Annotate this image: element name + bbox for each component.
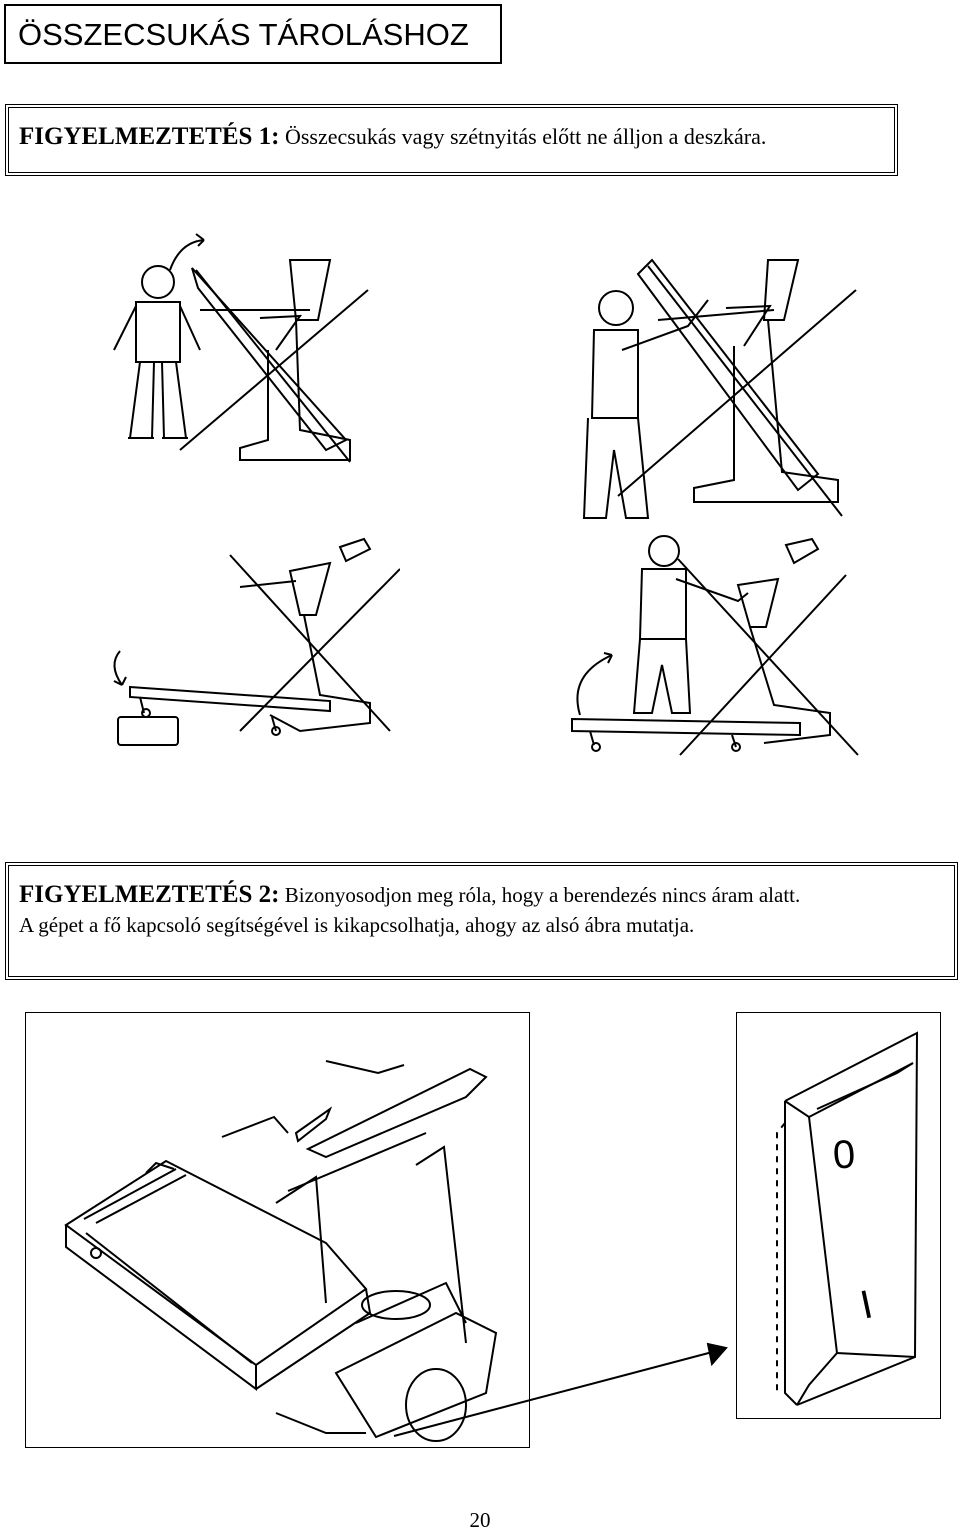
wheel-icon <box>91 1248 101 1258</box>
illustration-person-folding <box>578 250 858 522</box>
warning-1-label: FIGYELMEZTETÉS 1: <box>19 123 280 150</box>
power-switch-icon <box>737 1013 940 1418</box>
page-title: ÖSSZECSUKÁS TÁROLÁSHOZ <box>4 4 502 64</box>
warning-2-line2: A gépet a fő kapcsoló segítségével is kikapcsolhatja, ahogy az alsó ábra mutatja. <box>19 913 695 937</box>
illustration-standing-on-deck <box>568 535 860 760</box>
warning-2-box <box>5 862 958 980</box>
warning-1-text: Összecsukás vagy szétnyitás előtt ne álljon a deszkára. <box>279 124 767 149</box>
warning-2-label: FIGYELMEZTETÉS 2: <box>19 881 280 908</box>
switch-off-label: I <box>856 1282 877 1328</box>
warning-2-text: Bizonyosodjon meg róla, hogy a berendezés nincs áram alatt. <box>279 883 801 907</box>
wheel-icon <box>592 743 600 751</box>
person-head-icon <box>649 536 679 566</box>
page-number: 20 <box>469 1508 491 1532</box>
person-head-icon <box>142 266 174 298</box>
switch-on-label: 0 <box>831 1132 857 1178</box>
callout-arrow <box>390 1340 740 1440</box>
person-head-icon <box>599 291 633 325</box>
illustration-block-under-deck <box>100 535 400 750</box>
illustration-standing-beside <box>100 230 380 480</box>
power-switch-panel <box>736 1012 941 1419</box>
warning-1-box <box>5 104 898 176</box>
